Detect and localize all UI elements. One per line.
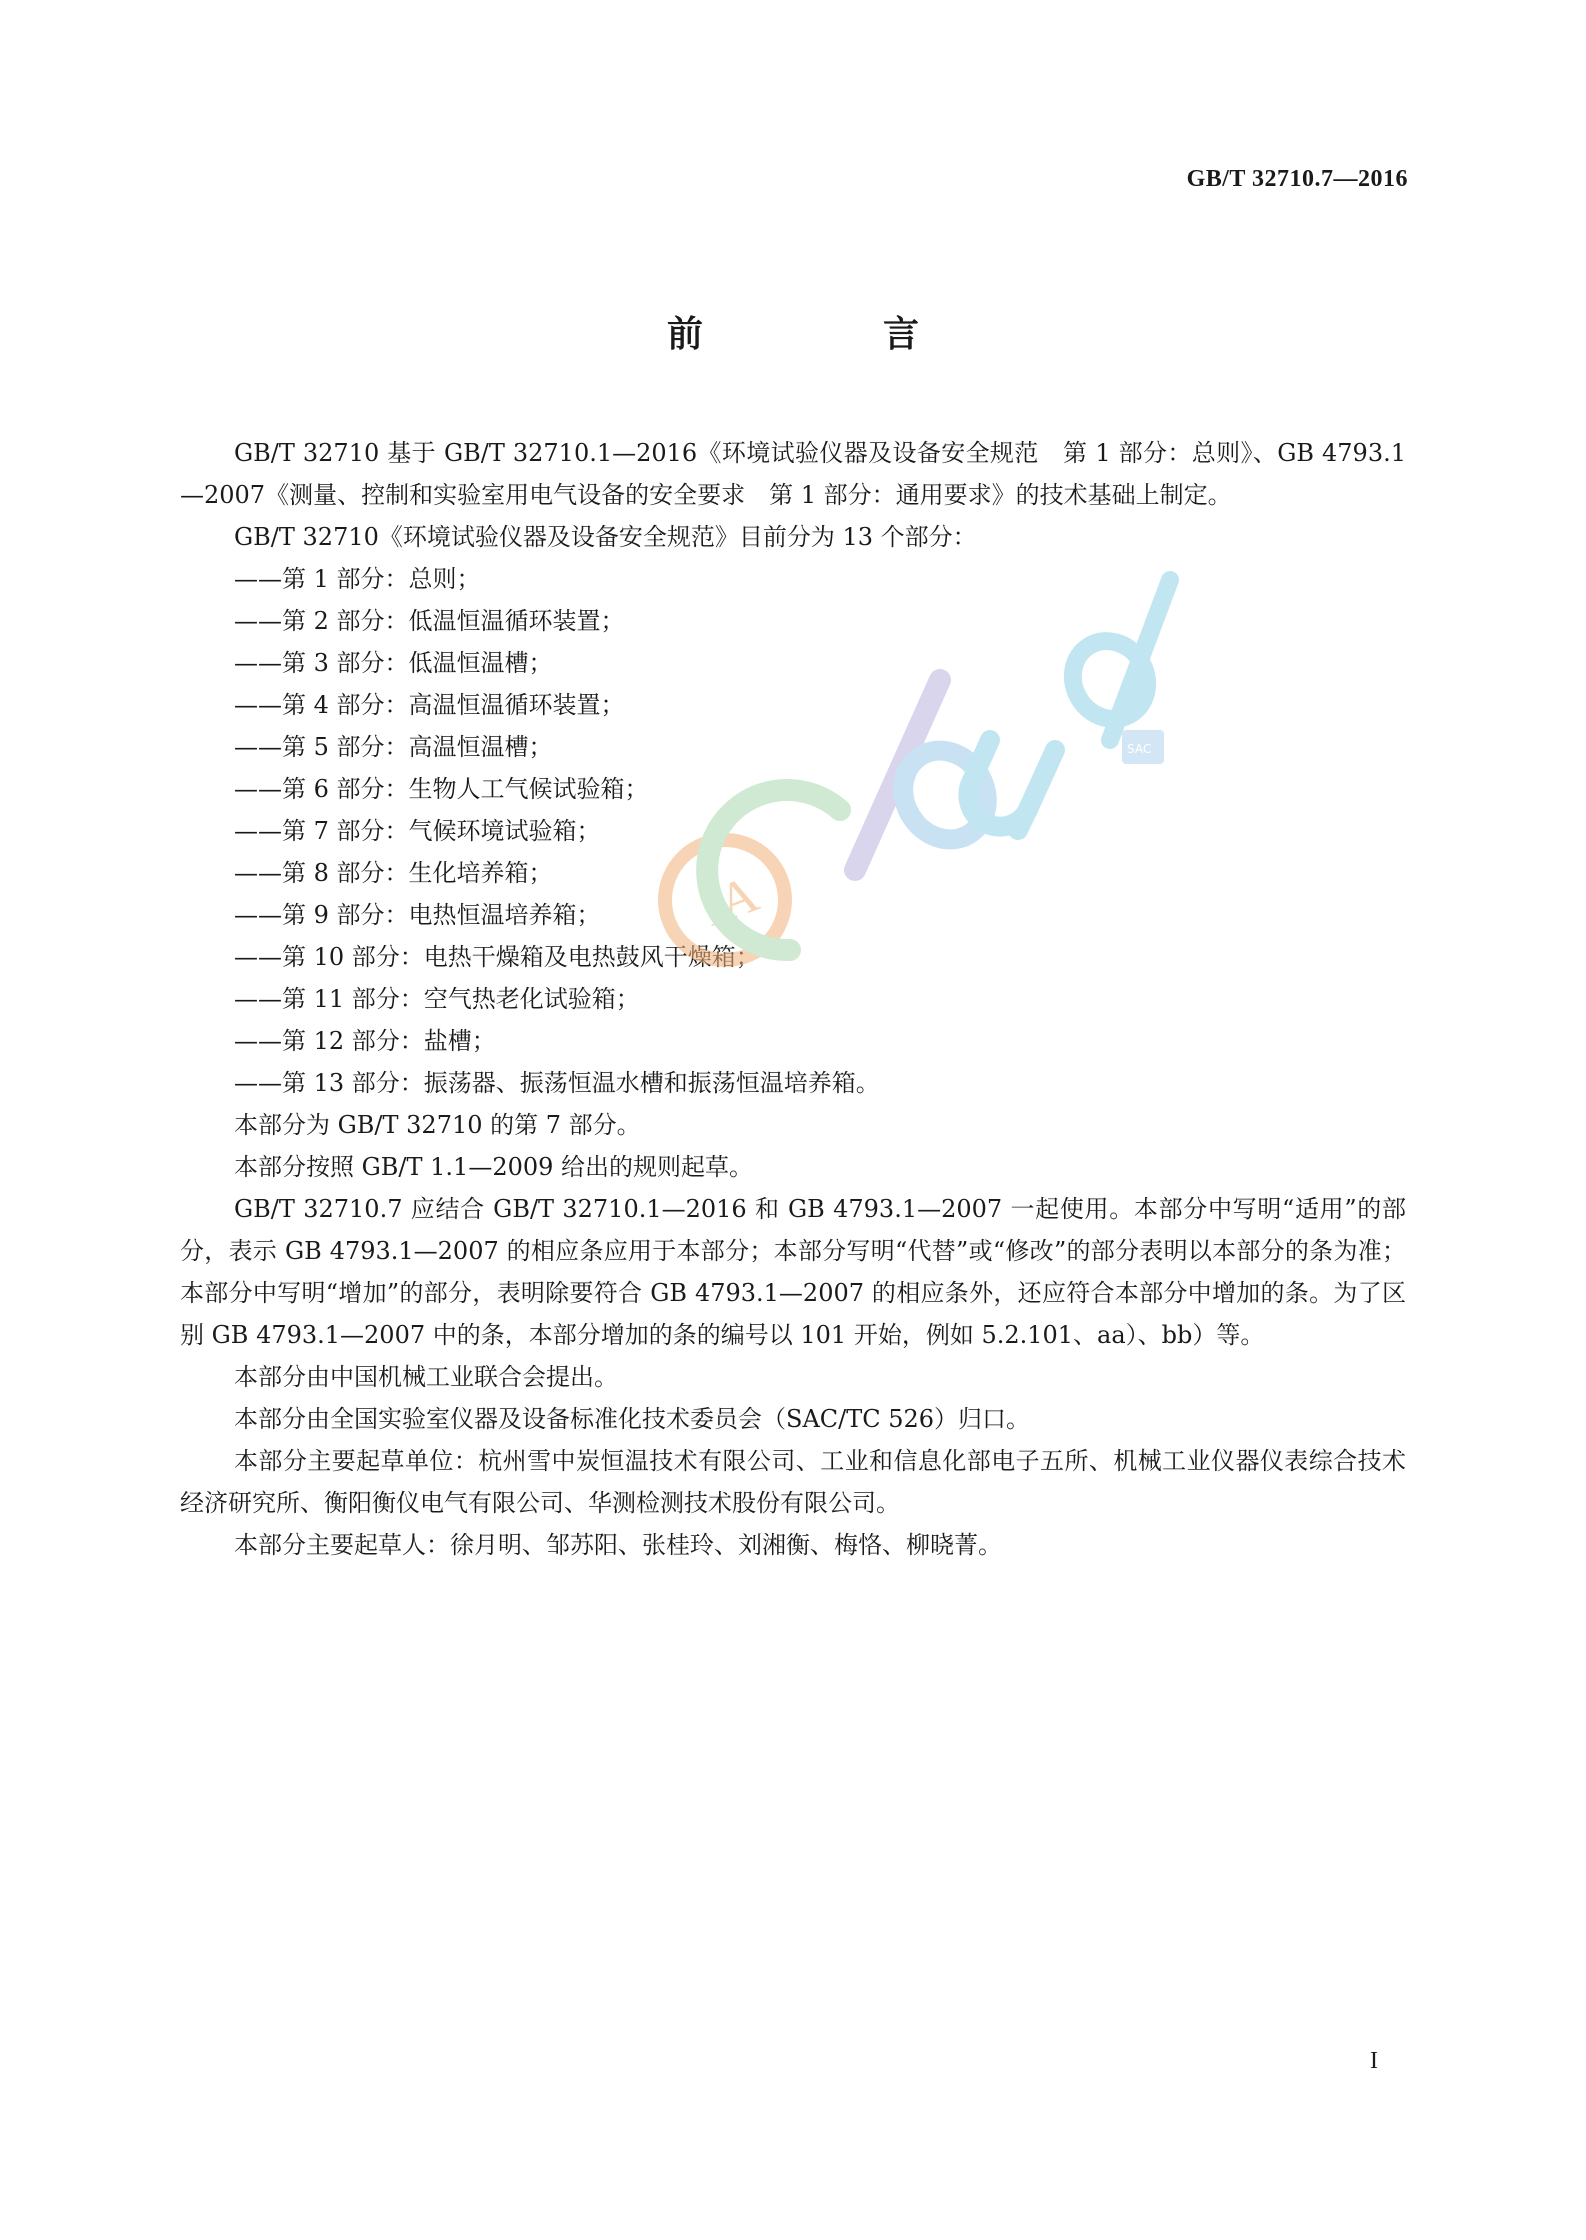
document-code: GB/T 32710.7—2016 bbox=[1186, 166, 1408, 192]
page-title: 前 言 bbox=[666, 314, 991, 355]
list-item: ——第 9 部分：电热恒温培养箱； bbox=[234, 901, 601, 929]
list-item: ——第 8 部分：生化培养箱； bbox=[234, 859, 553, 887]
paragraph-drafters: 本部分主要起草人：徐月明、邹苏阳、张桂玲、刘湘衡、梅恪、柳晓菁。 bbox=[234, 1531, 1002, 1559]
list-item: ——第 2 部分：低温恒温循环装置； bbox=[234, 607, 625, 635]
list-item: ——第 13 部分：振荡器、振荡恒温水槽和振荡恒温培养箱。 bbox=[234, 1069, 880, 1097]
list-item: ——第 11 部分：空气热老化试验箱； bbox=[234, 985, 640, 1013]
svg-text:IA: IA bbox=[694, 865, 766, 938]
list-item: ——第 4 部分：高温恒温循环装置； bbox=[234, 691, 625, 719]
svg-text:SAC: SAC bbox=[1127, 742, 1152, 756]
list-item: ——第 5 部分：高温恒温槽； bbox=[234, 733, 553, 761]
list-item: ——第 10 部分：电热干燥箱及电热鼓风干燥箱； bbox=[234, 943, 760, 971]
list-item: ——第 12 部分：盐槽； bbox=[234, 1027, 496, 1055]
page-number: I bbox=[1370, 2048, 1378, 2074]
list-item: ——第 1 部分：总则； bbox=[234, 565, 481, 593]
parts-list bbox=[180, 558, 1406, 1104]
paragraph-committee: 本部分由全国实验室仪器及设备标准化技术委员会（SAC/TC 526）归口。 bbox=[234, 1405, 1031, 1433]
paragraph-parts-intro: GB/T 32710《环境试验仪器及设备安全规范》目前分为 13 个部分： bbox=[234, 523, 977, 551]
document-body bbox=[180, 432, 1406, 1566]
paragraph-basis: GB/T 32710 基于 GB/T 32710.1—2016《环境试验仪器及设备安全规范 第 1 部分：总则》、GB 4793.1—2007《测量、控制和实验室用电气设备的安全要求 第 1 部分：通用要求》的技术基础上制定。 bbox=[180, 439, 1406, 509]
paragraph-usage: GB/T 32710.7 应结合 GB/T 32710.1—2016 和 GB 4793.1—2007 一起使用。本部分中写明“适用”的部分，表示 GB 4793.1—2007 的相应条应用于本部分；本部分写明“代替”或“修改”的部分表明以本部分的条为准；本部分中写明“增加”的部分，表明除要符合 GB 4793.1—2007 的相应条外，还应符合本部分中增加的条。为了区别 GB 4793.1—2007 中的条，本部分增加的条的编号以 101 开始，例如 5.2.101、aa）、bb）等。 bbox=[180, 1195, 1406, 1349]
list-item: ——第 6 部分：生物人工气候试验箱； bbox=[234, 775, 649, 803]
list-item: ——第 7 部分：气候环境试验箱； bbox=[234, 817, 601, 845]
paragraph-drafting-rules: 本部分按照 GB/T 1.1—2009 给出的规则起草。 bbox=[234, 1153, 754, 1181]
list-item: ——第 3 部分：低温恒温槽； bbox=[234, 649, 553, 677]
paragraph-drafting-units: 本部分主要起草单位：杭州雪中炭恒温技术有限公司、工业和信息化部电子五所、机械工业仪器仪表综合技术经济研究所、衡阳衡仪电气有限公司、华测检测技术股份有限公司。 bbox=[180, 1447, 1406, 1517]
paragraph-proposer: 本部分由中国机械工业联合会提出。 bbox=[234, 1363, 618, 1391]
paragraph-part-number: 本部分为 GB/T 32710 的第 7 部分。 bbox=[234, 1111, 641, 1139]
